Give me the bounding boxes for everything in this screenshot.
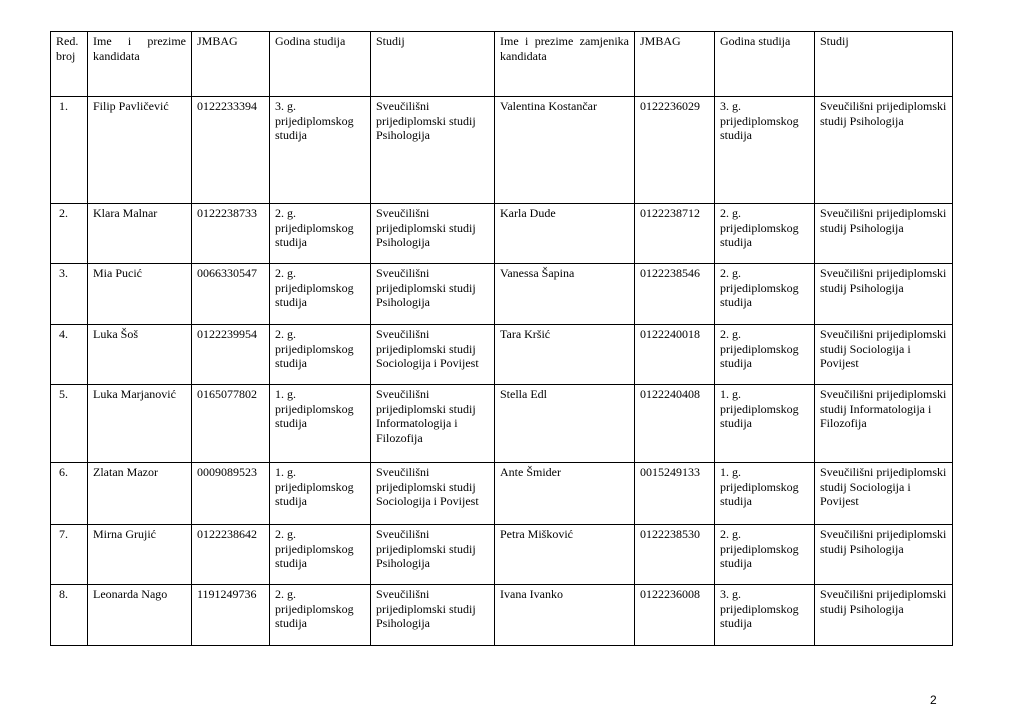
header-study: Studij bbox=[371, 32, 495, 97]
row-number: 8. bbox=[51, 585, 88, 646]
deputy-jmbag: 0015249133 bbox=[635, 463, 715, 525]
deputy-study: Sveučilišni prijediplomski studij Sociologija i Povijest bbox=[815, 325, 953, 385]
candidate-study: Sveučilišni prijediplomski studij Psihologija bbox=[371, 97, 495, 204]
deputy-year: 2. g. prijediplomskog studija bbox=[715, 325, 815, 385]
deputy-jmbag: 0122238712 bbox=[635, 204, 715, 264]
deputy-name: Stella Edl bbox=[495, 385, 635, 463]
header-red-broj: Red. broj bbox=[51, 32, 88, 97]
candidate-year: 1. g. prijediplomskog studija bbox=[270, 385, 371, 463]
candidate-jmbag: 1191249736 bbox=[192, 585, 270, 646]
candidate-name: Luka Marjanović bbox=[88, 385, 192, 463]
row-number: 7. bbox=[51, 525, 88, 585]
header-candidate-name: Ime i prezime kandidata bbox=[88, 32, 192, 97]
table-body bbox=[51, 97, 953, 646]
header-deputy-name: Ime i prezime zamjenika kandidata bbox=[495, 32, 635, 97]
row-number: 4. bbox=[51, 325, 88, 385]
table-row bbox=[51, 525, 953, 585]
header-deputy-year: Godina studija bbox=[715, 32, 815, 97]
table-row bbox=[51, 264, 953, 325]
table-row bbox=[51, 325, 953, 385]
table-row bbox=[51, 385, 953, 463]
row-number: 2. bbox=[51, 204, 88, 264]
table-row bbox=[51, 204, 953, 264]
candidate-study: Sveučilišni prijediplomski studij Sociologija i Povijest bbox=[371, 325, 495, 385]
candidate-jmbag: 0122239954 bbox=[192, 325, 270, 385]
candidate-jmbag: 0122238642 bbox=[192, 525, 270, 585]
deputy-name: Valentina Kostančar bbox=[495, 97, 635, 204]
candidates-table bbox=[50, 31, 953, 646]
candidate-study: Sveučilišni prijediplomski studij Psihologija bbox=[371, 585, 495, 646]
candidate-jmbag: 0122233394 bbox=[192, 97, 270, 204]
deputy-jmbag: 0122238546 bbox=[635, 264, 715, 325]
deputy-jmbag: 0122236008 bbox=[635, 585, 715, 646]
deputy-name: Ivana Ivanko bbox=[495, 585, 635, 646]
candidate-study: Sveučilišni prijediplomski studij Sociologija i Povijest bbox=[371, 463, 495, 525]
candidate-name: Luka Šoš bbox=[88, 325, 192, 385]
deputy-jmbag: 0122236029 bbox=[635, 97, 715, 204]
candidate-name: Mirna Grujić bbox=[88, 525, 192, 585]
candidate-year: 2. g. prijediplomskog studija bbox=[270, 585, 371, 646]
candidate-name: Mia Pucić bbox=[88, 264, 192, 325]
deputy-study: Sveučilišni prijediplomski studij Psihologija bbox=[815, 264, 953, 325]
deputy-name: Karla Dude bbox=[495, 204, 635, 264]
table-row bbox=[51, 585, 953, 646]
deputy-name: Vanessa Šapina bbox=[495, 264, 635, 325]
candidate-jmbag: 0066330547 bbox=[192, 264, 270, 325]
deputy-jmbag: 0122240018 bbox=[635, 325, 715, 385]
candidate-study: Sveučilišni prijediplomski studij Psihologija bbox=[371, 525, 495, 585]
candidate-name: Zlatan Mazor bbox=[88, 463, 192, 525]
candidate-study: Sveučilišni prijediplomski studij Psihologija bbox=[371, 204, 495, 264]
row-number: 1. bbox=[51, 97, 88, 204]
table-row bbox=[51, 97, 953, 204]
deputy-year: 3. g. prijediplomskog studija bbox=[715, 585, 815, 646]
deputy-study: Sveučilišni prijediplomski studij Sociologija i Povijest bbox=[815, 463, 953, 525]
candidate-name: Klara Malnar bbox=[88, 204, 192, 264]
deputy-year: 2. g. prijediplomskog studija bbox=[715, 264, 815, 325]
deputy-year: 2. g. prijediplomskog studija bbox=[715, 204, 815, 264]
candidate-jmbag: 0165077802 bbox=[192, 385, 270, 463]
deputy-study: Sveučilišni prijediplomski studij Psihologija bbox=[815, 97, 953, 204]
candidate-year: 1. g. prijediplomskog studija bbox=[270, 463, 371, 525]
candidate-jmbag: 0122238733 bbox=[192, 204, 270, 264]
header-row bbox=[51, 32, 953, 97]
row-number: 6. bbox=[51, 463, 88, 525]
deputy-year: 3. g. prijediplomskog studija bbox=[715, 97, 815, 204]
candidate-study: Sveučilišni prijediplomski studij Informatologija i Filozofija bbox=[371, 385, 495, 463]
candidate-name: Leonarda Nago bbox=[88, 585, 192, 646]
row-number: 5. bbox=[51, 385, 88, 463]
table-row bbox=[51, 463, 953, 525]
header-jmbag: JMBAG bbox=[192, 32, 270, 97]
deputy-name: Ante Šmider bbox=[495, 463, 635, 525]
deputy-year: 1. g. prijediplomskog studija bbox=[715, 463, 815, 525]
candidate-name: Filip Pavličević bbox=[88, 97, 192, 204]
row-number: 3. bbox=[51, 264, 88, 325]
deputy-jmbag: 0122238530 bbox=[635, 525, 715, 585]
deputy-name: Tara Kršić bbox=[495, 325, 635, 385]
header-deputy-study: Studij bbox=[815, 32, 953, 97]
candidate-year: 2. g. prijediplomskog studija bbox=[270, 325, 371, 385]
page-number: 2 bbox=[930, 693, 937, 707]
deputy-study: Sveučilišni prijediplomski studij Psihologija bbox=[815, 204, 953, 264]
deputy-study: Sveučilišni prijediplomski studij Informatologija i Filozofija bbox=[815, 385, 953, 463]
deputy-study: Sveučilišni prijediplomski studij Psihologija bbox=[815, 585, 953, 646]
header-deputy-jmbag: JMBAG bbox=[635, 32, 715, 97]
deputy-year: 2. g. prijediplomskog studija bbox=[715, 525, 815, 585]
candidate-year: 2. g. prijediplomskog studija bbox=[270, 204, 371, 264]
candidate-year: 2. g. prijediplomskog studija bbox=[270, 525, 371, 585]
candidate-study: Sveučilišni prijediplomski studij Psihologija bbox=[371, 264, 495, 325]
candidate-year: 3. g. prijediplomskog studija bbox=[270, 97, 371, 204]
deputy-name: Petra Mišković bbox=[495, 525, 635, 585]
deputy-year: 1. g. prijediplomskog studija bbox=[715, 385, 815, 463]
deputy-study: Sveučilišni prijediplomski studij Psihologija bbox=[815, 525, 953, 585]
candidate-year: 2. g. prijediplomskog studija bbox=[270, 264, 371, 325]
candidate-jmbag: 0009089523 bbox=[192, 463, 270, 525]
header-year: Godina studija bbox=[270, 32, 371, 97]
deputy-jmbag: 0122240408 bbox=[635, 385, 715, 463]
